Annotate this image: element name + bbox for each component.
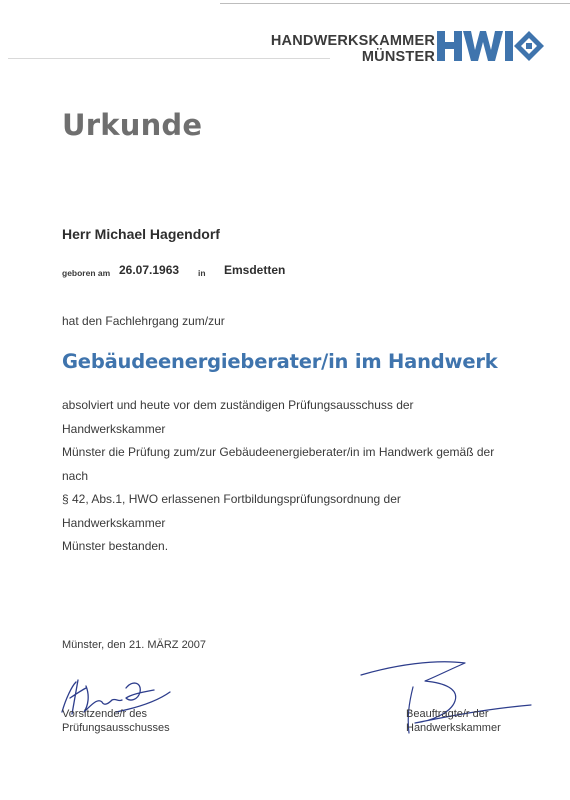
recipient-name: Herr Michael Hagendorf (62, 226, 220, 242)
body-line: absolviert und heute vor dem zuständigen Prüfungsausschuss der Handwerkskammer (62, 398, 414, 436)
chamber-signature-caption (406, 707, 501, 735)
certificate-title: Urkunde (62, 108, 203, 142)
body-line: § 42, Abs.1, HWO erlassenen Fortbildungsprüfungsordnung der Handwerkskammer (62, 492, 401, 530)
course-intro-text: hat den Fachlehrgang zum/zur (62, 314, 225, 328)
organization-name (271, 33, 435, 65)
course-title: Gebäudeenergieberater/in im Handwerk (62, 350, 498, 373)
body-line: Münster die Prüfung zum/zur Gebäudeenergieberater/in im Handwerk gemäß der nach (62, 445, 495, 483)
caption-line: Handwerkskammer (406, 722, 501, 734)
birthdate-value: 26.07.1963 (119, 263, 180, 277)
caption-line: Vorsitzende/r des (62, 708, 147, 720)
issue-place-label: Münster, den (62, 639, 126, 651)
caption-line: Prüfungsausschusses (62, 722, 170, 734)
birthplace-value: Emsdetten (224, 263, 286, 277)
hwk-logo (437, 29, 545, 63)
issue-date: 21. MÄRZ 2007 (129, 639, 207, 651)
certificate-body (62, 394, 507, 559)
birthdate-label: geboren am (62, 268, 111, 278)
chair-signature-caption (62, 707, 170, 735)
caption-line: Beauftragte/r der (406, 708, 489, 720)
organization-name-line1: HANDWERKSKAMMER (270, 33, 435, 49)
top-edge-rule (220, 3, 570, 4)
header-divider (8, 58, 330, 59)
body-line: Münster bestanden. (62, 539, 169, 553)
birthplace-label: in (198, 268, 206, 278)
organization-name-line2: MÜNSTER (361, 49, 435, 65)
